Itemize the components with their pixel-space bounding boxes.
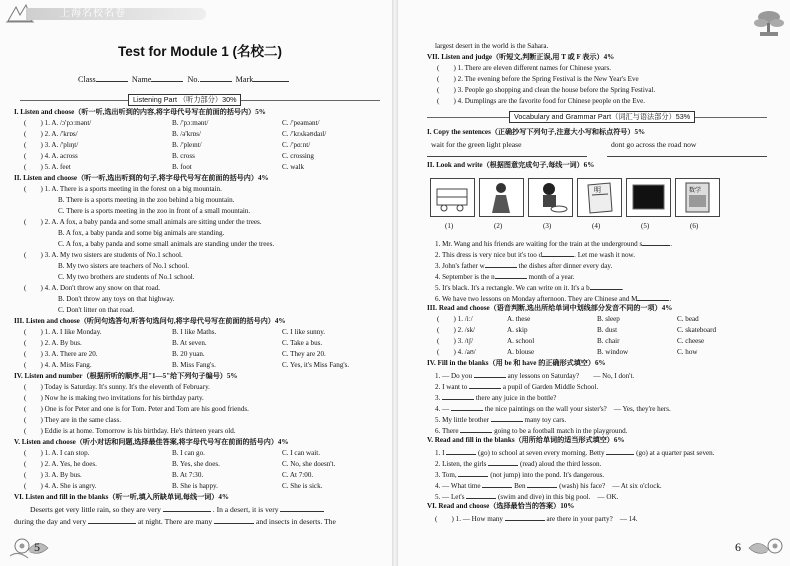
q2-line: C. Don't litter on that road.	[58, 306, 135, 314]
r5-line: 2. Listen, the girls (read) aloud the third lesson.	[435, 460, 602, 468]
q4-line: ( ) One is for Peter and one is for Tom. Peter and Tom are his good friends.	[24, 405, 249, 413]
picture-blackboard	[626, 178, 671, 217]
q1-heading: I. Listen and choose（听一听,选出听到的内容,将字母代号写在前面的括号内）5%	[14, 108, 266, 116]
picture-label: (1)	[445, 222, 454, 230]
q2-heading: II. Listen and choose（听一听,选出听到的句子,将字母代号写在前面的括号内）4%	[14, 174, 269, 182]
picture-calendar: 明	[577, 178, 622, 217]
picture-label: (6)	[690, 222, 699, 230]
r1-heading: I. Copy the sentences（正确抄写下列句子,注意大小写和标点符号）5%	[427, 128, 646, 136]
writing-line	[607, 156, 767, 157]
picture-subway	[430, 178, 475, 217]
q2-line: C. My two brothers are students of No.1 school.	[58, 273, 195, 281]
picture-label: (2)	[494, 222, 503, 230]
r5-line: 1. I (go) to school at seven every morning. Betty (go) at a quarter past seven.	[435, 449, 715, 457]
q3-heading: III. Listen and choose（听问句选答句,听答句选问句,将字母代号写在前面的括号内）4%	[14, 317, 286, 325]
q6-line: during the day and very at night. There are many and insects in deserts. The	[14, 517, 336, 526]
r4-line: 1. — Do you any lessons on Saturday? — No, I don't.	[435, 372, 635, 380]
listening-section-header: Listening Part （听力部分）30%	[128, 94, 241, 106]
q4-line: ( ) They are in the same class.	[24, 416, 121, 424]
r4-line: 2. I want to a pupil of Garden Middle School.	[435, 383, 599, 391]
q4-heading: IV. Listen and number（根据所听的顺序,用"1—5"给下列句子编号）5%	[14, 372, 238, 380]
picture-label: (5)	[641, 222, 650, 230]
q2-line: B. Don't throw any toys on that highway.	[58, 295, 175, 303]
q2-line: ( ) 2. A. A fox, a baby panda and some small animals are sitting under the trees.	[24, 218, 262, 226]
r5-line: 3. Tom, (not jump) into the pond. It's dangerous.	[435, 471, 605, 479]
page-number: 6	[735, 540, 741, 554]
r5-line: 4. — What time Ben (wash) his face? — At six o'clock.	[435, 482, 662, 490]
q6-heading: VI. Listen and fill in the blanks（听一听,填入所缺单词,每线一词）4%	[14, 493, 230, 501]
series-label: 上海名校名卷	[60, 8, 126, 19]
q2-line: B. A fox, a baby panda and some big animals are standing.	[58, 229, 225, 237]
r2-line: 3. John's father w the dishes after dinner every day.	[435, 262, 613, 270]
flower-ornament-icon	[8, 528, 52, 562]
r6-heading: VI. Read and choose（选择最恰当的答案）10%	[427, 502, 575, 510]
q7-line: ( ) 2. The evening before the Spring Festival is the New Year's Eve	[437, 75, 639, 83]
q7-heading: VII. Listen and judge（听短文,判断正误,用 T 或 F 表示）4%	[427, 53, 615, 61]
q4-line: ( ) Eddie is at home. Tomorrow is his birthday. He's thirteen years old.	[24, 427, 236, 435]
picture-washing-dishes	[528, 178, 573, 217]
continued-line: largest desert in the world is the Sahara.	[435, 42, 549, 50]
flower-ornament-icon	[745, 528, 789, 562]
r6-line: ( ) 1. — How many are there in your party? — 14.	[435, 515, 638, 523]
r2-line: 5. It's black. It's a rectangle. We can write on it. It's a b .	[435, 284, 624, 292]
q2-line: ( ) 4. A. Don't throw any snow on that road.	[24, 284, 161, 292]
page-title: Test for Module 1 (名校二)	[118, 44, 283, 59]
picture-label: (4)	[592, 222, 601, 230]
picture-dirty-dress	[479, 178, 524, 217]
r2-line: 2. This dress is very nice but it's too d . Let me wash it now.	[435, 251, 635, 259]
r5-heading: V. Read and fill in the blanks（用所给单词的适当形式填空）6%	[427, 436, 625, 444]
student-info-row: Class Name No. Mark	[78, 74, 289, 84]
copy-sentence: wait for the green light please	[431, 140, 522, 149]
q4-line: ( ) Today is Saturday. It's sunny. It's the eleventh of February.	[24, 383, 210, 391]
q2-line: B. There is a sports meeting in the zoo behind a big mountain.	[58, 196, 235, 204]
right-page: largest desert in the world is the Sahara. VII. Listen and judge（听短文,判断正误,用 T 或 F 表示）4% ( ) 1. There are eleven different names for Chinese years. ( ) 2. The evening before the Spring Festival is the New Year's Eve ( ) 3. People go shopping and clean the house before the Spring Festival. ( ) 4. Dumplings are the favorite food for Chinese people on the Eve. Vocabulary and Grammar Part（词汇与语法部分）53% I. Copy the sentences（正确抄写下列句子,注意大小写和标点符号）5% wait for the green light please dont go across the road now II. Look and write（根据图意完成句子,每线一词）6% 明 数学 (1) (2) (3) (4) (5) (6) 1. Mr. Wang and his friends are waiting for the train at the underground s . 2. This dress is very nice but it's too d . Let me wash it now. 3. John's father w the dishes after dinner every day. 4. September is the n month of a year. 5. It's black. It's a rectangle. We can write on it. It's a b . 6. We have two lessons on Monday afternoon. They are Chinese and M . III. Read and choose（语音判断,选出所给单词中划线部分发音不同的一项）4% ( ) 1. /iː/ A. these B. sleep C. bead ( ) 2. /sk/ A. skip B. dust C. skateboard ( ) 3. /tʃ/ A. school B. chair C. cheese ( ) 4. /aʊ/ A. blouse B. window C. how IV. Fill in the blanks（用 be 和 have 的正确形式填空）6% 1. — Do you any lessons on Saturday? — No, I don't. 2. I want to a pupil of Garden Middle School. 3. there any juice in the bottle? 4. — the nice paintings on the wall your sister's? — Yes, they're hers. 5. My little brother many toy cars. 6. There going to be a football match in the playground. V. Read and fill in the blanks（用所给单词的适当形式填空）6% 1. I (go) to school at seven every morning. Betty (go) at a quarter past seven. 2. Listen, the girls (read) aloud the third lesson. 3. Tom, (not jump) into the pond. It's dangerous. 4. — What time Ben (wash) his face? — At six o'clock. 5. — Let's (swim and dive) in this big pool. — OK. VI. Read and choose（选择最恰当的答案）10% ( ) 1. — How many are there in your party? — 14. 6	[397, 0, 790, 566]
q2-line: B. My two sisters are teachers of No.1 school.	[58, 262, 190, 270]
q2-line: C. A fox, a baby panda and some small animals are standing under the trees.	[58, 240, 275, 248]
r5-line: 5. — Let's (swim and dive) in this big pool. — OK.	[435, 493, 619, 501]
r2-line: 6. We have two lessons on Monday afternoon. They are Chinese and M .	[435, 295, 672, 303]
r4-line: 6. There going to be a football match in the playground.	[435, 427, 628, 435]
series-header	[0, 0, 393, 26]
page-number: 5	[34, 540, 40, 554]
r4-line: 5. My little brother many toy cars.	[435, 416, 567, 424]
bonsai-ornament-icon	[752, 8, 786, 38]
q4-line: ( ) Now he is making two invitations for his birthday party.	[24, 394, 204, 402]
r4-heading: IV. Fill in the blanks（用 be 和 have 的正确形式填空）6%	[427, 359, 606, 367]
vocab-section-header: Vocabulary and Grammar Part（词汇与语法部分）53%	[509, 111, 695, 123]
left-page: 上海名校名卷 Test for Module 1 (名校二) Class Name No. Mark Listening Part （听力部分）30% I. Listen and choose（听一听,选出听到的内容,将字母代号写在前面的括号内）5% ( ) 1. A. /ɔ'pɔːmənt/ B. /'pɔːmənt/ C. /'peəmənt/ ( ) 2. A. /'krɒs/ B. /ə'krɒs/ C. /'krʌkəʊdaɪl/ ( ) 3. A. /'plɪŋt/ B. /'pleɪnt/ C. /'pɑːnt/ ( ) 4. A. across B. cross C. crossing ( ) 5. A. feet B. foot C. walk II. Listen and choose（听一听,选出听到的句子,将字母代号写在前面的括号内）4% ( ) 1. A. There is a sports meeting in the forest on a big mountain. B. There is a sports meeting in the zoo behind a big mountain. C. There is a sports meeting in the zoo in front of a small mountain. ( ) 2. A. A fox, a baby panda and some small animals are sitting under the trees. B. A fox, a baby panda and some big animals are standing. C. A fox, a baby panda and some small animals are standing under the trees. ( ) 3. A. My two sisters are students of No.1 school. B. My two sisters are teachers of No.1 school. C. My two brothers are students of No.1 school. ( ) 4. A. Don't throw any snow on that road. B. Don't throw any toys on that highway. C. Don't litter on that road. III. Listen and choose（听问句选答句,听答句选问句,将字母代号写在前面的括号内）4% ( ) 1. A. I like Monday. B. I like Maths. C. I like sunny. ( ) 2. A. By bus. B. At seven. C. Take a bus. ( ) 3. A. There are 20. B. 20 yuan. C. They are 20. ( ) 4. A. Miss Fang. B. Miss Fang's. C. Yes, it's Miss Fang's. IV. Listen and number（根据所听的顺序,用"1—5"给下列句子编号）5% ( ) Today is Saturday. It's sunny. It's the eleventh of February. ( ) Now he is making two invitations for his birthday party. ( ) One is for Peter and one is for Tom. Peter and Tom are his good friends. ( ) They are in the same class. ( ) Eddie is at home. Tomorrow is his birthday. He's thirteen years old. V. Listen and choose（听小对话和问题,选择最佳答案,将字母代号写在前面的括号内）4% ( ) 1. A. I can stop. B. I can go. C. I can wait. ( ) 2. A. Yes, he does. B. Yes, she does. C. No, she doesn't. ( ) 3. A. By bus. B. At 7:30. C. At 7:00. ( ) 4. A. She is angry. B. She is happy. C. She is sick. VI. Listen and fill in the blanks（听一听,填入所缺单词,每线一词）4% Deserts get very little rain, so they are very . In a desert, it is very during the day and very at night. There are many and insects in deserts. The 5	[0, 0, 393, 566]
q7-line: ( ) 3. People go shopping and clean the house before the Spring Festival.	[437, 86, 656, 94]
q7-line: ( ) 4. Dumplings are the favorite food for Chinese people on the Eve.	[437, 97, 646, 105]
q6-line: Deserts get very little rain, so they are very . In a desert, it is very	[30, 504, 324, 514]
q7-line: ( ) 1. There are eleven different names for Chinese years.	[437, 64, 612, 72]
q2-line: C. There is a sports meeting in the zoo in front of a small mountain.	[58, 207, 251, 215]
r2-heading: II. Look and write（根据图意完成句子,每线一词）6%	[427, 161, 595, 169]
r2-line: 4. September is the n month of a year.	[435, 273, 575, 281]
copy-sentence: dont go across the road now	[611, 140, 697, 149]
picture-maths-book: 数学	[675, 178, 720, 217]
picture-label: (3)	[543, 222, 552, 230]
r4-line: 3. there any juice in the bottle?	[435, 394, 557, 402]
q5-heading: V. Listen and choose（听小对话和问题,选择最佳答案,将字母代号写在前面的括号内）4%	[14, 438, 289, 446]
q2-line: ( ) 3. A. My two sisters are students of No.1 school.	[24, 251, 183, 259]
r2-line: 1. Mr. Wang and his friends are waiting for the train at the underground s .	[435, 240, 672, 248]
r4-line: 4. — the nice paintings on the wall your sister's? — Yes, they're hers.	[435, 405, 671, 413]
q2-line: ( ) 1. A. There is a sports meeting in the forest on a big mountain.	[24, 185, 222, 193]
r3-heading: III. Read and choose（语音判断,选出所给单词中划线部分发音不同的一项）4%	[427, 304, 673, 312]
writing-line	[427, 156, 587, 157]
